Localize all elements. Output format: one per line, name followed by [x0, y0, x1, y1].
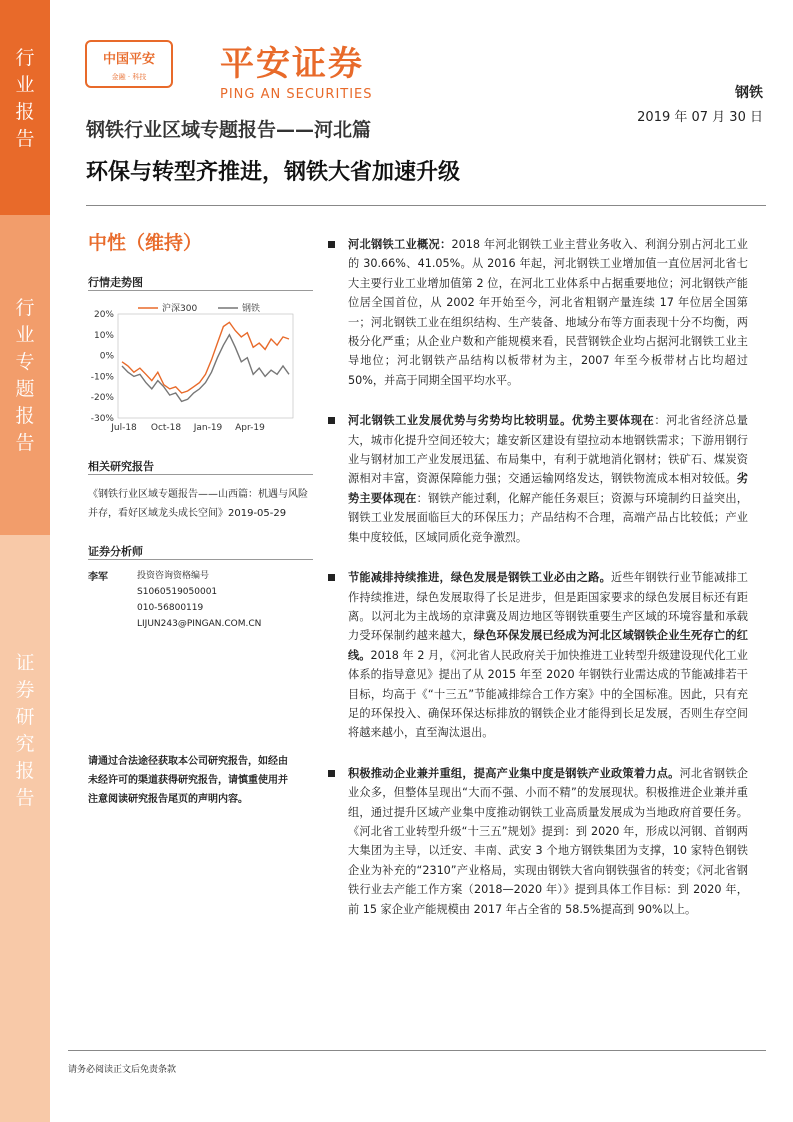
- brand-cn: 平安证券: [220, 44, 364, 84]
- chart-heading-divider: [88, 290, 313, 291]
- brand-wordmark: [220, 36, 373, 102]
- x-tick-label: Jan-19: [193, 423, 223, 433]
- analyst-name: 李军: [88, 572, 108, 583]
- y-tick-label: -30%: [90, 414, 114, 424]
- bullet-lead-2: 绿色环保发展已经成为河北区域钢铁企业生死存亡的红线。: [348, 629, 748, 662]
- bullet-strengths-weaknesses: [328, 411, 748, 547]
- report-date: 2019 年 07 月 30 日: [637, 110, 763, 125]
- y-tick-label: 20%: [93, 310, 114, 320]
- y-tick-label: -10%: [90, 372, 114, 383]
- title-divider: [86, 205, 766, 206]
- x-tick-label: Apr-19: [235, 423, 265, 433]
- bullet-lead: 节能减排持续推进，绿色发展是钢铁工业必由之路。: [348, 571, 612, 585]
- bullet-body: 河北省钢铁企业众多，但整体呈现出“大而不强、小而不精”的发展现状。积极推进企业兼并重组，通过提升区域产业集中度推动钢铁工业高质量发展成为当地政府首要任务。《河北省工业转型升级“十三五”规划》提到：到 2020 年，形成以河钢、首钢两大集团为主导，以迁安、丰南、武安 3 个地方钢铁集团为支撑，10 家特色钢铁企业为补充的“2310”产业格局，实现由钢铁大省向钢铁强省的转变；《河北省钢铁行业去产能工作方案（2018—2020 年）》提到具体工作目标：到 2020 年，前 15 家企业产能规模由 2017 年占全省的 58.5%提高到 90%以上。: [348, 766, 748, 916]
- related-reports-heading: 相关研究报告: [88, 460, 154, 473]
- bullet-consolidation: [328, 764, 748, 919]
- analyst-email[interactable]: LIJUN243@PINGAN.COM.CN: [137, 619, 262, 629]
- report-subtitle: 钢铁行业区域专题报告——河北篇: [86, 119, 372, 141]
- bullet-lead-2: 劣势主要体现在: [348, 472, 748, 505]
- market-trend-chart: [88, 292, 313, 440]
- bullet-lead: 河北钢铁工业概况：: [348, 238, 452, 251]
- series-line-steel: [122, 335, 289, 402]
- side-label-industry-special-report: 行 业 专 题 报 告: [15, 297, 35, 454]
- ping-an-logo: [85, 40, 173, 88]
- bullet-body-2: ：钢铁产能过剩，化解产能任务艰巨；资源与环境制约日益突出，钢铁工业发展面临巨大的环保压力；产品结构不合理，高端产品占比较低；产业集中度较低，区域同质化竞争激烈。: [348, 491, 748, 544]
- side-label-industry-report: 行 业 报 告: [15, 47, 35, 150]
- legal-notice: 请通过合法途径获取本公司研究报告，如经由未经许可的渠道获得研究报告，请慎重使用并注意阅读研究报告尾页的声明内容。: [88, 756, 288, 805]
- bullet-square-icon: [328, 417, 335, 424]
- y-tick-label: -20%: [90, 393, 114, 404]
- chart-frame: [118, 314, 293, 418]
- chart-heading: 行情走势图: [88, 276, 143, 289]
- brand-en: PING AN SECURITIES: [220, 87, 373, 102]
- related-report-link[interactable]: 《钢铁行业区域专题报告——山西篇：机遇与风险并存，看好区域龙头成长空间》2019-05-29: [88, 489, 308, 519]
- logo-cn-text: 中国平安: [102, 52, 155, 67]
- x-tick-label: Jul-18: [111, 423, 137, 433]
- bullet-body: ：河北省经济总量大，城市化提升空间还较大；雄安新区建设有望拉动本地钢铁需求；下游用钢行业与钢材加工产业发展迅猛、布局集中，有利于就地消化钢材；铁矿石、煤炭资源相对丰富，资源保障能力强；交通运输网络发达，钢铁物流成本相对较低。: [348, 414, 748, 486]
- bullet-body-2: 2018 年 2 月，《河北省人民政府关于加快推进工业转型升级建设现代化工业体系的指导意见》提出了从 2015 年至 2020 年钢铁行业需达成的节能减排若干目标，均高于《“十三五”节能减排综合工作方案》中的全国标准。因此，只有充足的环保投入、确保环保达标排放的钢铁企业才能得到长足发展，否则生存空间将越来越小，直至淘汰退出。: [348, 648, 748, 740]
- side-band-bottom: [0, 535, 50, 1122]
- bullet-body: 近些年钢铁行业节能减排工作持续推进，绿色发展取得了长足进步，但是距国家要求的绿色发展目标还有距离。以河北为主战场的京津冀及周边地区等钢铁重要生产区域的环境容量和承载力受环保制约越来越大，: [348, 571, 748, 643]
- y-tick-label: 10%: [93, 330, 114, 341]
- analyst-heading-divider: [88, 559, 313, 560]
- bullet-overview: [328, 235, 748, 390]
- footer-disclaimer: 请务必阅读正文后免责条款: [68, 1065, 177, 1075]
- analyst-info: [137, 568, 261, 632]
- analyst-heading: 证券分析师: [88, 545, 143, 558]
- industry-label: 钢铁: [735, 85, 763, 101]
- legend-label: 沪深300: [162, 304, 198, 314]
- analyst-cert-number: S1060519050001: [137, 587, 218, 597]
- summary-bullets: [328, 235, 748, 940]
- bullet-green-development: [328, 568, 748, 743]
- legend-label: 钢铁: [242, 304, 261, 314]
- side-label-securities-research: 证 券 研 究 报 告: [15, 652, 35, 809]
- report-title: 环保与转型齐推进，钢铁大省加速升级: [86, 160, 461, 185]
- bullet-square-icon: [328, 241, 335, 248]
- logo-sub-text: 金融 · 科技: [111, 73, 147, 81]
- analyst-cert-label: 投资咨询资格编号: [137, 571, 210, 581]
- bullet-square-icon: [328, 574, 335, 581]
- related-heading-divider: [88, 474, 313, 475]
- analyst-phone: 010-56800119: [137, 603, 204, 613]
- bullet-lead: 河北钢铁工业发展优势与劣势均比较明显。优势主要体现在: [348, 414, 655, 428]
- footer-divider: [68, 1050, 766, 1051]
- rating: 中性（维持）: [88, 232, 203, 254]
- bullet-body: 2018 年河北钢铁工业主营业务收入、利润分别占河北工业的 30.66%、41.05%。从 2016 年起，河北钢铁工业增加值一直位居河北省七大主要行业工业增加值第 2 位，在河北工业体系中占据重要地位；河北钢铁产能位居全国首位，从 2002 年开始至今，河北省粗钢产量连续 17 年位居全国第一；河北钢铁工业在组织结构、生产装备、地域分布等方面表现十分不均衡，两极分化严重；从企业户数和产能规模来看，民营钢铁企业均占据河北钢铁工业主导地位；河北钢铁产品结构以板带材为主，2007 年至今板带材占比均超过 50%，并高于同期全国平均水平。: [348, 238, 748, 387]
- bullet-square-icon: [328, 770, 335, 777]
- bullet-lead: 积极推动企业兼并重组，提高产业集中度是钢铁产业政策着力点。: [348, 766, 680, 780]
- y-tick-label: 0%: [99, 351, 114, 362]
- x-tick-label: Oct-18: [150, 423, 182, 433]
